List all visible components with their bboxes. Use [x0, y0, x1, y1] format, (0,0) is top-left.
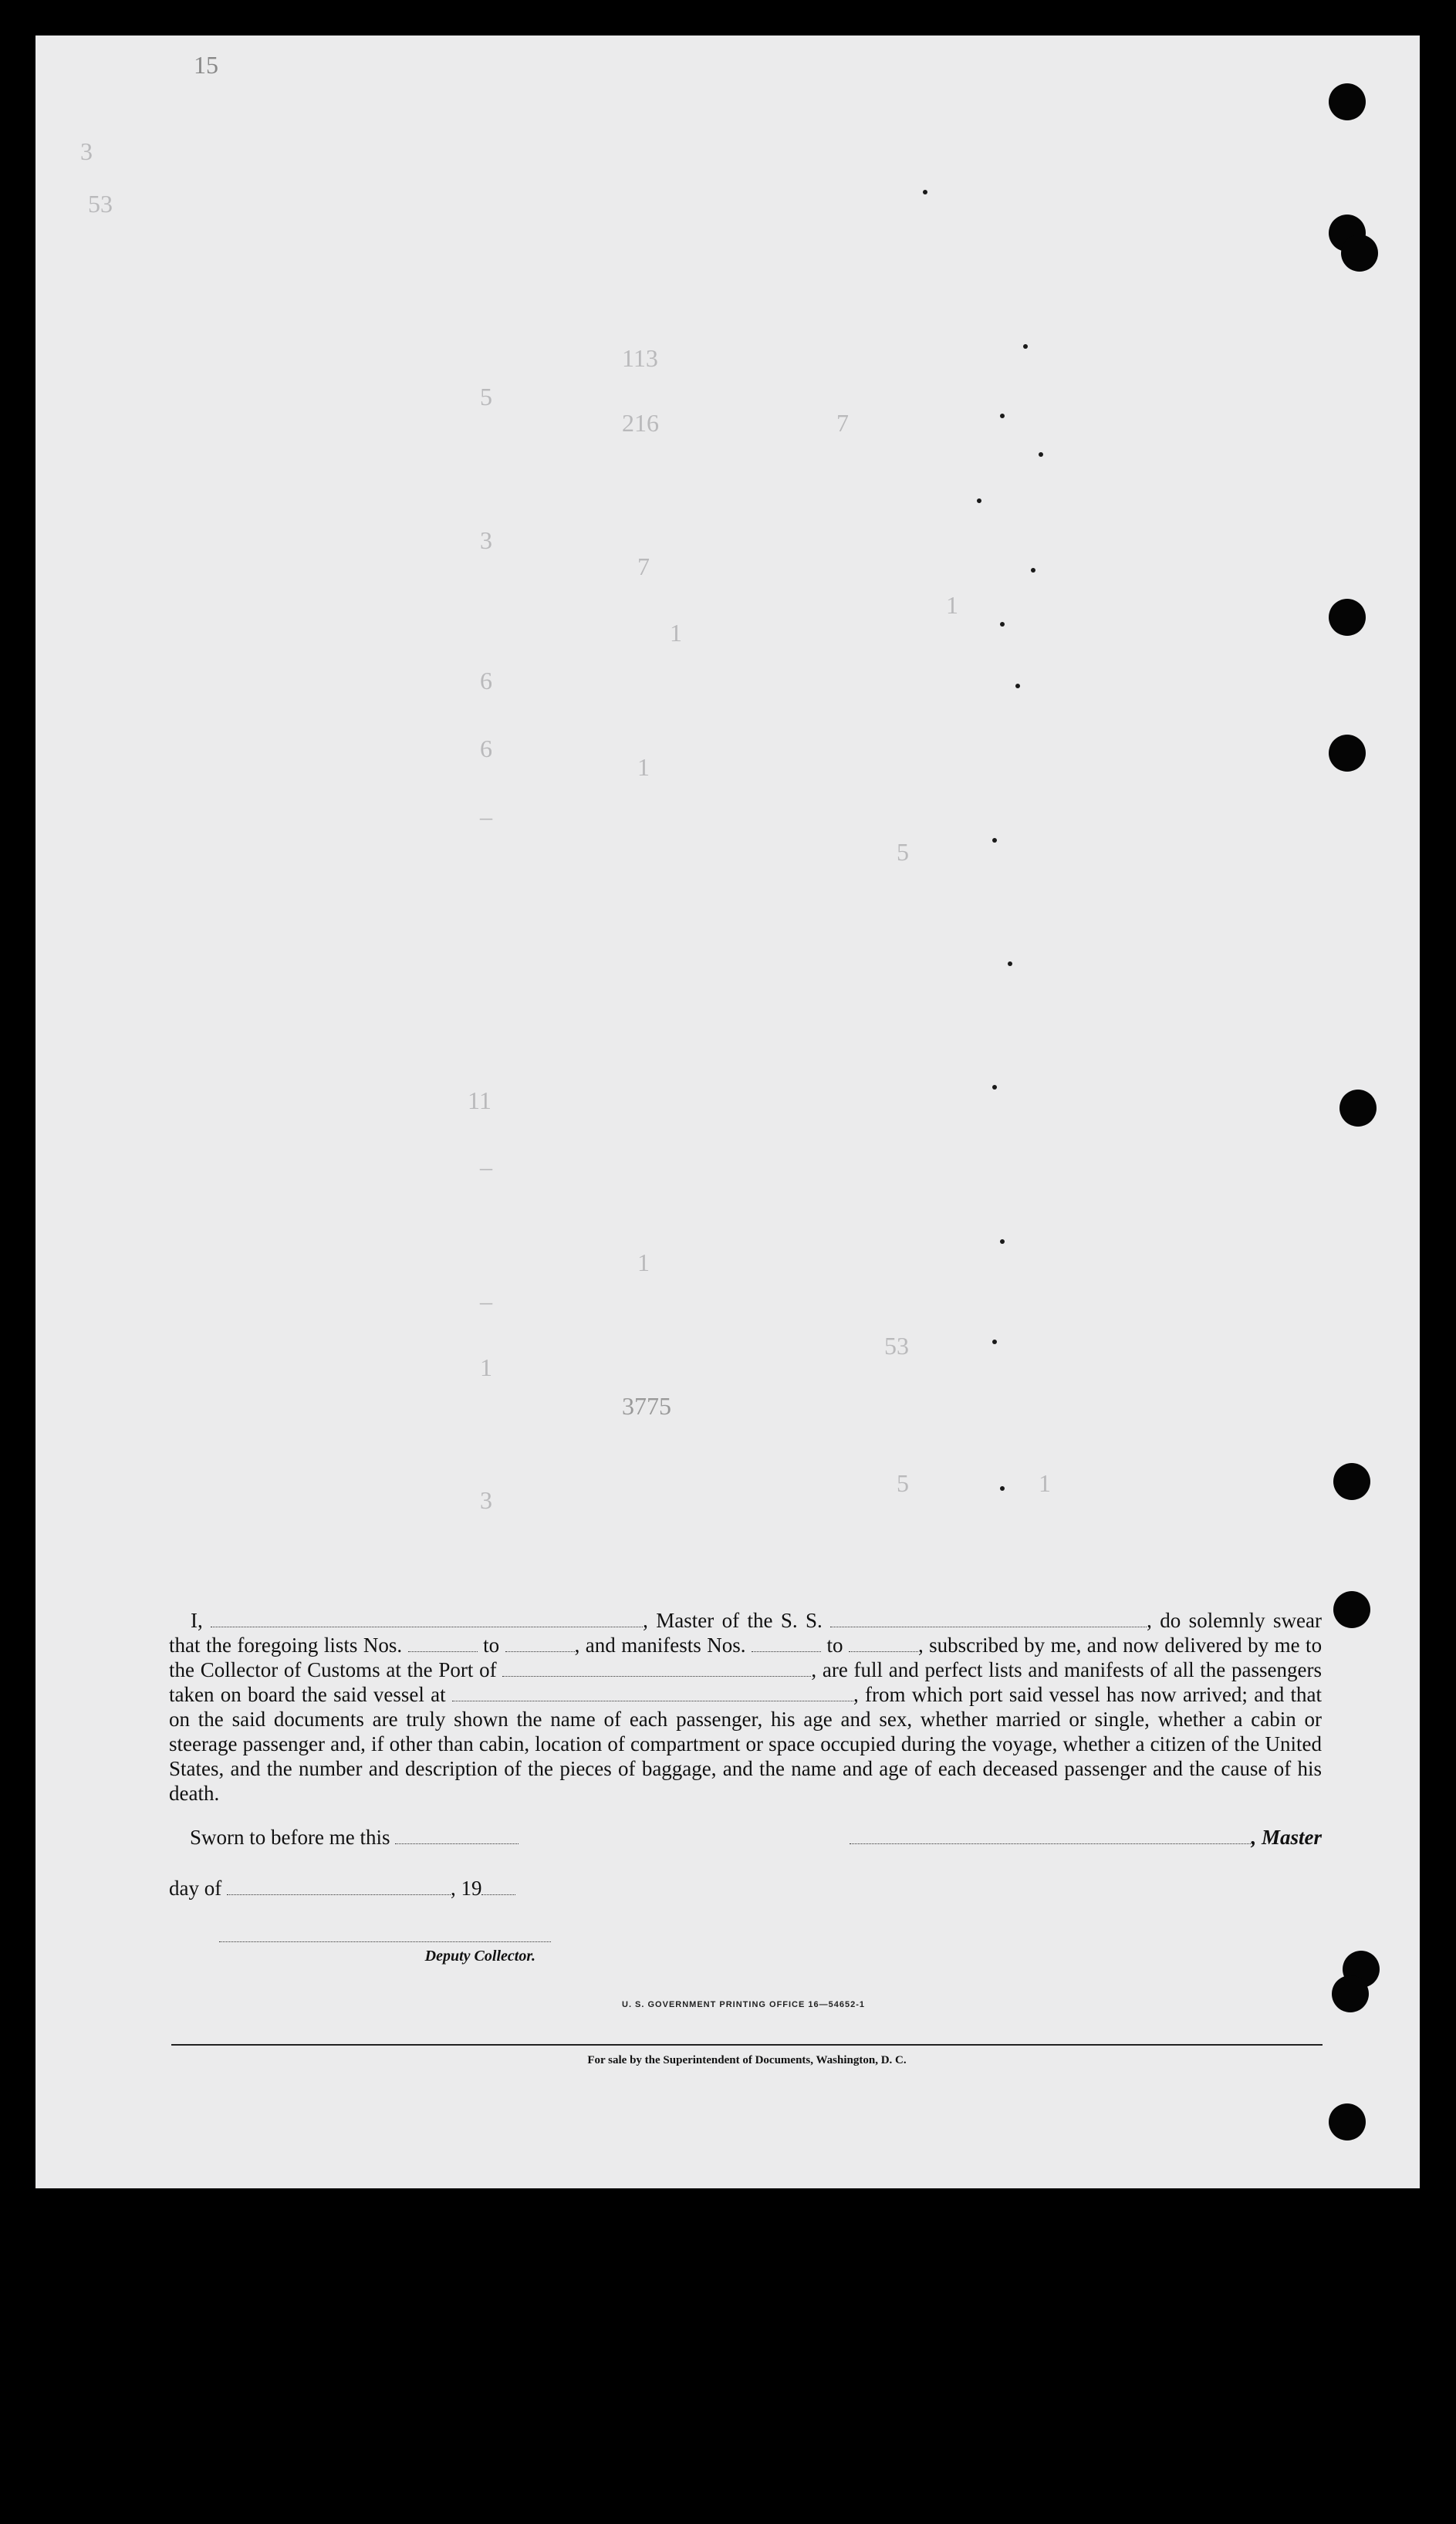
scan-speck	[1000, 622, 1005, 627]
footer-rule	[171, 2044, 1323, 2046]
oath-text: , are full and perfect lists and manifests of all the passengers taken on board the said vessel at	[169, 1658, 1322, 1706]
bleed-text: –	[480, 1153, 492, 1181]
oath-text: , from which port said vessel has now arrived; and that on the said documents are truly shown the name of each passenger, his age and sex, whether married or single, whether a cabin or steerage passenger and, if other than cabin, location of compartment or space occupied during the voyage, whether a citizen of the United States, and the number and description of the pieces of baggage, and the name and age of each deceased passenger and the cause of his death.	[169, 1683, 1322, 1805]
bleed-text: 3	[480, 1486, 492, 1514]
bleed-text: 1	[480, 1353, 492, 1381]
bleed-text: 1	[946, 591, 958, 619]
scan-speck	[1000, 414, 1005, 418]
scan-speck	[1015, 684, 1020, 688]
scan-speck	[1039, 452, 1043, 457]
oath-text: , do solemnly swear that the foregoing lists Nos.	[169, 1609, 1323, 1657]
oath-paragraph	[169, 1608, 1322, 1806]
bleed-text: 1	[1039, 1469, 1051, 1497]
bleed-text: 3775	[622, 1392, 671, 1420]
bleed-text: –	[480, 1287, 492, 1315]
oath-text: , subscribed by me, and now delivered by me to the Collector of Customs at the Port of	[169, 1634, 1323, 1681]
bleed-text: 1	[637, 1248, 650, 1276]
bleed-text: 113	[622, 344, 658, 372]
punch-hole	[1333, 1591, 1370, 1628]
oath-text: I,	[191, 1609, 203, 1632]
list-to-blank[interactable]	[505, 1636, 575, 1652]
bleed-text: 216	[622, 409, 659, 437]
port-blank[interactable]	[502, 1661, 811, 1677]
scan-speck	[1000, 1486, 1005, 1491]
year-blank[interactable]	[481, 1880, 515, 1895]
scan-speck	[992, 1085, 997, 1090]
ship-name-blank[interactable]	[830, 1611, 1147, 1627]
deputy-signature-line[interactable]	[219, 1941, 551, 1942]
bleed-page-number: 15	[194, 51, 218, 79]
master-signature-line	[842, 1826, 1322, 1850]
bleed-text: 6	[480, 667, 492, 694]
scan-speck	[992, 1340, 997, 1344]
bleed-text: 5	[897, 1469, 909, 1497]
scan-speck	[977, 498, 981, 503]
bleed-text: 1	[670, 619, 682, 647]
year-prefix: , 19	[450, 1877, 482, 1900]
bleed-text: 6	[480, 735, 492, 762]
bleed-text: 11	[468, 1086, 492, 1114]
oath-text: to	[826, 1634, 843, 1657]
month-blank[interactable]	[227, 1880, 451, 1895]
bleed-text: –	[480, 802, 492, 830]
punch-hole	[1329, 2103, 1366, 2141]
oath-text: , and manifests Nos.	[574, 1634, 746, 1657]
scan-speck	[1008, 961, 1012, 966]
oath-text: , Master of the S. S.	[643, 1609, 823, 1632]
scan-speck	[923, 190, 927, 194]
bleed-text: 3	[80, 137, 93, 165]
punch-hole	[1329, 83, 1366, 120]
bleed-text: 7	[836, 409, 849, 437]
bleed-text: 3	[480, 526, 492, 554]
master-name-blank[interactable]	[211, 1611, 643, 1627]
scan-speck	[1031, 568, 1035, 573]
list-from-blank[interactable]	[408, 1636, 478, 1652]
scan-speck	[992, 838, 997, 843]
sworn-day-blank[interactable]	[395, 1830, 519, 1844]
scan-speck	[1000, 1239, 1005, 1244]
punch-hole	[1329, 599, 1366, 636]
oath-text: to	[483, 1634, 500, 1657]
sworn-label: Sworn to before me this	[190, 1826, 390, 1849]
printing-office-imprint: U. S. GOVERNMENT PRINTING OFFICE 16—54652-1	[622, 2000, 866, 2009]
embark-port-blank[interactable]	[452, 1685, 853, 1701]
sworn-line	[190, 1826, 519, 1850]
punch-hole	[1333, 1463, 1370, 1500]
manifest-to-blank[interactable]	[849, 1636, 918, 1652]
day-of-label: day of	[169, 1877, 222, 1900]
bleed-text: 53	[884, 1332, 909, 1360]
bleed-text: 5	[897, 838, 909, 866]
document-page	[35, 35, 1420, 2188]
bleed-text: 7	[637, 552, 650, 580]
master-label: , Master	[1251, 1826, 1322, 1849]
manifest-from-blank[interactable]	[752, 1636, 821, 1652]
master-signature-blank[interactable]	[850, 1830, 1251, 1844]
deputy-collector-label: Deputy Collector.	[424, 1948, 535, 1965]
punch-hole	[1329, 735, 1366, 772]
punch-hole	[1339, 1090, 1377, 1127]
scan-speck	[1023, 344, 1028, 349]
punch-hole	[1341, 235, 1378, 272]
punch-hole	[1332, 1975, 1369, 2012]
bleed-text: 1	[637, 753, 650, 781]
day-of-line	[169, 1877, 515, 1901]
bleed-text: 53	[88, 190, 113, 218]
sale-note: For sale by the Superintendent of Documents, Washington, D. C.	[587, 2054, 907, 2066]
bleed-text: 5	[480, 383, 492, 411]
